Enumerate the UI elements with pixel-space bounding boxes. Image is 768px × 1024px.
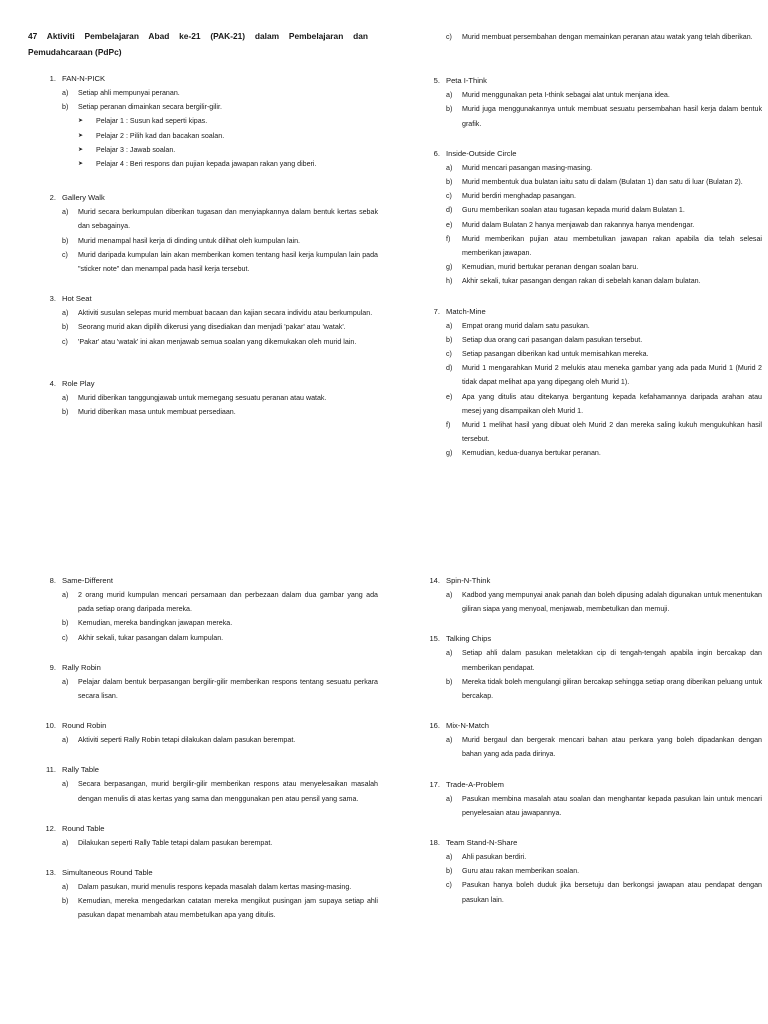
section-heading: 14. Spin-N-Think: [429, 576, 491, 585]
section-rally-table: [28, 763, 378, 805]
list-item: a) Setiap ahli dalam pasukan meletakkan cip di tengah-tengah apabila ingin bercakap dan memberikan pendapat.: [446, 649, 762, 672]
list-item: c) Murid membuat persembahan dengan memainkan peranan atau watak yang telah diberikan.: [446, 33, 753, 41]
section-talking-chips: [412, 632, 762, 703]
section-heading: 9. Rally Robin: [49, 662, 101, 672]
list-item: a) Dilakukan seperti Rally Table tetapi dalam pasukan berempat.: [62, 838, 273, 847]
section-heading: 3. Hot Seat: [49, 294, 92, 304]
sub-item: ➤ Pelajar 1 : Susun kad seperti kipas.: [78, 114, 378, 128]
list-item: a) Murid mencari pasangan masing-masing.: [446, 163, 593, 172]
list-item: b) Murid diberikan masa untuk membuat persediaan.: [62, 408, 236, 417]
section-heading: 17. Trade-A-Problem: [429, 779, 504, 789]
list-item: a) Secara berpasangan, murid bergilir-gilir memberikan respons atau menyelesaikan masalah dengan menulis di atas kertas yang sama dan menggunakan pen atau pensil yang sama.: [62, 780, 378, 803]
list-item: h) Akhir sekali, tukar pasangan dengan rakan di sebelah kanan dalam bulatan.: [446, 277, 701, 286]
section-heading: 10. Round Robin: [45, 721, 107, 731]
section-mix-n-match: [412, 719, 762, 761]
arrow-bullet-icon: ➤: [78, 132, 84, 139]
sub-item: ➤ Pelajar 4 : Beri respons dan pujian kepada jawapan rakan yang diberi.: [78, 157, 378, 171]
list-item: a) Ahli pasukan berdiri.: [446, 853, 527, 862]
list-item: a) 2 orang murid kumpulan mencari persamaan dan perbezaan dalam dua gambar yang ada pada setiap orang daripada mereka.: [62, 591, 378, 614]
section-role-play-continued: [412, 30, 762, 44]
section-fan-n-pick: [28, 72, 378, 171]
section-heading: 12. Round Table: [45, 823, 105, 833]
section-match-mine: [412, 305, 762, 461]
list-item: c) Murid berdiri menghadap pasangan.: [446, 192, 576, 201]
right-column-lower: [412, 574, 762, 923]
list-item: a) Dalam pasukan, murid menulis respons kepada masalah dalam kertas masing-masing.: [62, 883, 352, 892]
list-item: g) Kemudian, kedua-duanya bertukar peranan.: [446, 449, 601, 458]
list-item: b) Setiap dua orang cari pasangan dalam pasukan tersebut.: [446, 335, 643, 344]
list-item: a) Murid diberikan tanggungjawab untuk memegang sesuatu peranan atau watak.: [62, 393, 327, 402]
section-heading: 16. Mix-N-Match: [429, 721, 490, 731]
list-item: d) Murid 1 mengarahkan Murid 2 melukis atau meneka gambar yang ada pada Murid 1 (Murid 2 tidak dapat melihat apa yang dipegang oleh Murid 1).: [446, 364, 762, 387]
list-item: c) Akhir sekali, tukar pasangan dalam kumpulan.: [62, 633, 224, 642]
sub-item: ➤ Pelajar 2 : Pilih kad dan bacakan soalan.: [78, 129, 378, 143]
list-item: a) Kadbod yang mempunyai anak panah dan boleh dipusing adalah digunakan untuk menentukan giliran siapa yang menyoal, menjawab, membetulkan dan memuji.: [446, 591, 762, 614]
list-item: a) Murid secara berkumpulan diberikan tugasan dan menyiapkannya dalam bentuk kertas sebak dan sebagainya.: [62, 208, 378, 231]
section-same-different: [28, 574, 378, 645]
list-item: c) Setiap pasangan diberikan kad untuk memisahkan mereka.: [446, 350, 649, 359]
section-simultaneous-round-table: [28, 866, 378, 923]
list-item: e) Murid dalam Bulatan 2 hanya menjawab dan rakannya hanya mendengar.: [446, 220, 695, 229]
arrow-bullet-icon: ➤: [78, 146, 84, 153]
section-heading: 2. Gallery Walk: [49, 193, 105, 203]
list-item: b) Guru atau rakan memberikan soalan.: [446, 867, 580, 876]
section-round-table: [28, 822, 378, 850]
list-item: b) Kemudian, mereka mengedarkan catatan mereka mengikut pusingan jam supaya setiap ahli pasukan dapat menambah atau membetulkan apa yang ditulis.: [62, 897, 378, 920]
section-trade-a-problem: [412, 778, 762, 820]
section-name: FAN-N-PICK: [62, 74, 106, 83]
list-item: a) Aktiviti seperti Rally Robin tetapi dilakukan dalam pasukan berempat.: [62, 736, 296, 745]
section-round-robin: [28, 719, 378, 747]
list-item: a) Murid bergaul dan bergerak mencari bahan atau perkara yang boleh dipadankan dengan bahan yang ada pada dirinya.: [446, 736, 762, 759]
section-peta-i-think: [412, 74, 762, 131]
section-rally-robin: [28, 661, 378, 703]
list-item: b) Seorang murid akan dipilih dikerusi yang disediakan dan menjadi 'pakar' atau 'watak'.: [62, 323, 346, 332]
list-item: a) Pelajar dalam bentuk berpasangan bergilir-gilir memberikan respons tentang sesuatu perkara secara lisan.: [62, 677, 378, 701]
list-item: a) Murid menggunakan peta I-think sebagai alat untuk menjana idea.: [446, 91, 670, 100]
list-item: c) Pasukan hanya boleh duduk jika bersetuju dan berkongsi jawapan atau pendapat dengan pasukan lain.: [446, 881, 762, 904]
section-spin-n-think: [412, 574, 762, 616]
list-item: f) Murid 1 melihat hasil yang dibuat oleh Murid 2 dan mereka saling kukuh mengukuhkan hasil tersebut.: [446, 421, 762, 444]
list-item: b) Setiap peranan dimainkan secara bergilir-gilir.: [62, 103, 222, 112]
list-item: a) Empat orang murid dalam satu pasukan.: [446, 321, 590, 330]
section-heading: 6. Inside-Outside Circle: [433, 148, 517, 158]
list-item: c) 'Pakar' atau 'watak' ini akan menjawab semua soalan yang dikemukakan oleh murid lain.: [62, 337, 357, 346]
section-heading: 8. Same-Different: [49, 576, 113, 585]
sub-item: ➤ Pelajar 3 : Jawab soalan.: [78, 143, 378, 157]
section-heading: [28, 72, 378, 86]
arrow-bullet-icon: ➤: [78, 161, 84, 168]
list-item: c) Murid daripada kumpulan lain akan memberikan komen tentang hasil kerja kumpulan lain pada "sticker note" dan menampal pada hasil kerja tersebut.: [62, 250, 378, 274]
section-heading: 18. Team Stand-N-Share: [429, 838, 518, 848]
left-column-lower: [28, 574, 378, 939]
list-item: b) Murid menampal hasil kerja di dinding untuk dilihat oleh kumpulan lain.: [62, 236, 301, 245]
document-title: 47 Aktiviti Pembelajaran Abad ke-21 (PAK-21) dalam Pembelajaran dan Pemudahcaraan (PdPc): [28, 31, 368, 57]
list-item: a) Setiap ahli mempunyai peranan.: [62, 89, 180, 97]
section-number: 1.: [49, 74, 56, 83]
list-item: b) Kemudian, mereka bandingkan jawapan mereka.: [62, 619, 233, 628]
list-item: d) Guru memberikan soalan atau tugasan kepada murid dalam Bulatan 1.: [446, 206, 685, 215]
section-heading: 5. Peta I-Think: [433, 76, 487, 86]
list-item: f) Murid memberikan pujian atau membetulkan jawapan rakan apabila dia telah selesai memberikan jawapan.: [446, 234, 762, 258]
right-column: [412, 30, 762, 477]
left-column: [28, 0, 378, 435]
list-item: b) Murid membentuk dua bulatan iaitu satu di dalam (Bulatan 1) dan satu di luar (Bulatan 2).: [446, 178, 743, 187]
section-heading: 15. Talking Chips: [429, 634, 492, 644]
list-item: b) Murid juga menggunakannya untuk membuat sesuatu persembahan hasil kerja dalam bentuk grafik.: [446, 105, 762, 128]
section-heading: 4. Role Play: [49, 378, 95, 388]
list-item: g) Kemudian, murid bertukar peranan dengan soalan baru.: [446, 263, 639, 272]
list-item: a) Aktiviti susulan selepas murid membuat bacaan dan kajian secara individu atau berkumpulan.: [62, 309, 373, 318]
section-team-stand-n-share: [412, 836, 762, 907]
section-heading: 7. Match-Mine: [433, 306, 486, 316]
section-role-play: [28, 377, 378, 419]
spacer: [28, 60, 378, 72]
list-item: b) Mereka tidak boleh mengulangi giliran bercakap sehingga setiap orang diberikan peluang untuk bercakap.: [446, 677, 762, 701]
arrow-bullet-icon: ➤: [78, 118, 84, 125]
list-item: a) Pasukan membina masalah atau soalan dan menghantar kepada pasukan lain untuk mencari penyelesaian atau jawapannya.: [446, 794, 762, 817]
section-inside-outside-circle: [412, 147, 762, 289]
section-heading: 11. Rally Table: [46, 765, 100, 775]
section-hot-seat: [28, 292, 378, 349]
list-item: e) Apa yang ditulis atau ditekanya bergantung kepada kefahamannya daripada arahan atau mesej yang disampaikan oleh Murid 1.: [446, 392, 762, 415]
section-gallery-walk: [28, 191, 378, 276]
section-heading: 13. Simultaneous Round Table: [45, 868, 153, 878]
